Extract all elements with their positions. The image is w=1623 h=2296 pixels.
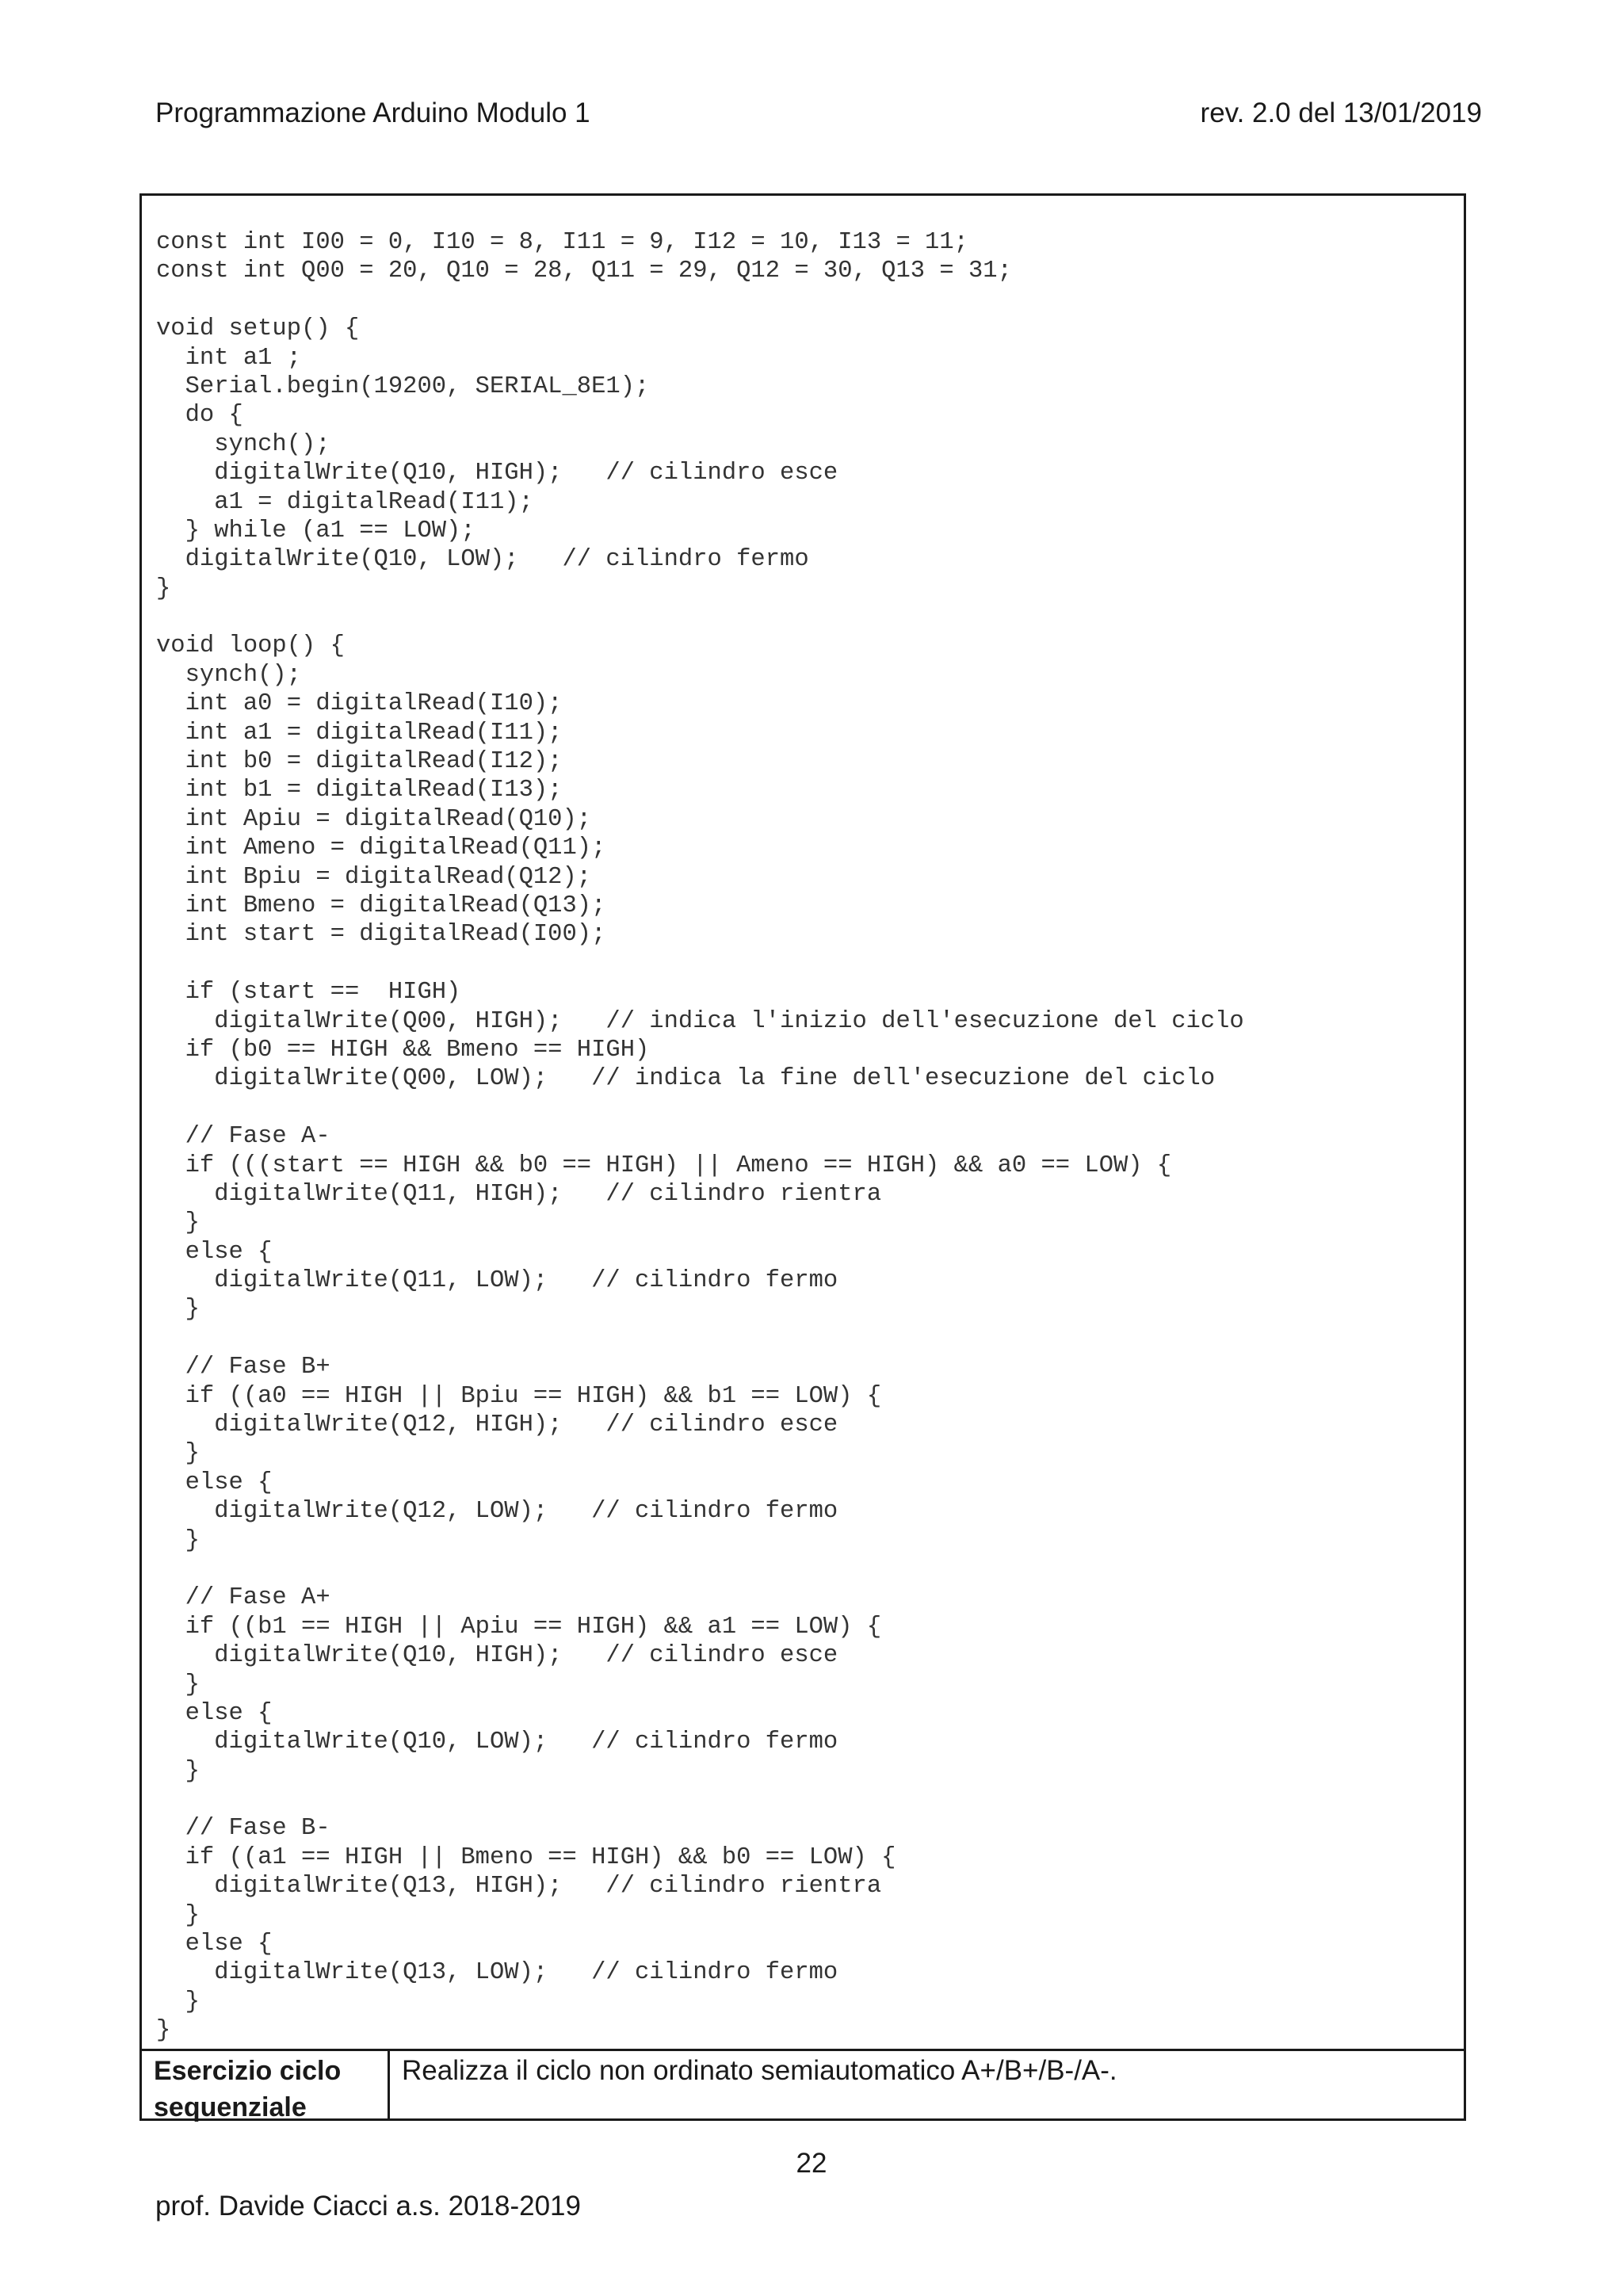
code-line: } — [156, 1757, 200, 1785]
code-line: if (start == HIGH) — [156, 979, 461, 1007]
code-line: else { — [156, 1238, 273, 1266]
code-line: digitalWrite(Q13, LOW); // cilindro fermo — [156, 1959, 838, 1987]
code-line — [156, 286, 1464, 315]
code-line: void setup() { — [156, 315, 360, 343]
code-line: int b0 = digitalRead(I12); — [156, 748, 563, 776]
code-line: int b1 = digitalRead(I13); — [156, 777, 563, 804]
code-line: else { — [156, 1469, 273, 1496]
code-line: a1 = digitalRead(I11); — [156, 488, 533, 516]
code-line — [156, 1555, 1464, 1584]
exercise-row — [142, 2049, 1464, 2122]
page-number: 22 — [796, 2148, 827, 2179]
code-line: digitalWrite(Q10, HIGH); // cilindro esce — [156, 1642, 838, 1670]
code-line: // Fase B+ — [156, 1354, 330, 1381]
code-line — [156, 603, 1464, 632]
code-line: int a1 ; — [156, 344, 302, 372]
code-line — [156, 1786, 1464, 1814]
code-line: // Fase A+ — [156, 1584, 330, 1612]
code-line: digitalWrite(Q10, LOW); // cilindro fermo — [156, 546, 809, 574]
code-line — [156, 949, 1464, 978]
code-line: synch(); — [156, 430, 330, 458]
exercise-description: Realizza il ciclo non ordinato semiautomatico A+/B+/B-/A-. — [402, 2055, 1117, 2086]
code-line: digitalWrite(Q13, HIGH); // cilindro rientra — [156, 1873, 882, 1901]
code-line: } — [156, 1671, 200, 1698]
code-line: void loop() { — [156, 632, 345, 660]
code-line: else { — [156, 1699, 273, 1727]
code-line: } — [156, 1526, 200, 1554]
code-line: digitalWrite(Q10, HIGH); // cilindro esce — [156, 460, 838, 487]
code-line: } while (a1 == LOW); — [156, 517, 475, 544]
code-line: digitalWrite(Q12, HIGH); // cilindro esce — [156, 1412, 838, 1439]
code-listing — [142, 196, 1464, 2049]
code-line: } — [156, 1296, 200, 1324]
code-line: } — [156, 1440, 200, 1468]
code-line: int Apiu = digitalRead(Q10); — [156, 805, 592, 833]
code-line: } — [156, 1209, 200, 1237]
header-revision: rev. 2.0 del 13/01/2019 — [1200, 97, 1482, 128]
code-line: digitalWrite(Q11, LOW); // cilindro fermo — [156, 1267, 838, 1295]
code-line: const int I00 = 0, I10 = 8, I11 = 9, I12 = 10, I13 = 11; — [156, 229, 968, 256]
code-line: } — [156, 575, 171, 602]
code-line: } — [156, 1901, 200, 1929]
code-table — [139, 193, 1466, 2121]
code-line: int a0 = digitalRead(I10); — [156, 690, 563, 718]
code-line: else { — [156, 1931, 273, 1958]
code-line: int Bmeno = digitalRead(Q13); — [156, 892, 606, 919]
code-line: if ((a0 == HIGH || Bpiu == HIGH) && b1 == LOW) { — [156, 1382, 882, 1410]
footer-author: prof. Davide Ciacci a.s. 2018-2019 — [155, 2191, 581, 2222]
exercise-label-line-2: sequenziale — [154, 2092, 307, 2122]
code-line — [156, 1094, 1464, 1122]
code-line: digitalWrite(Q00, HIGH); // indica l'inizio dell'esecuzione del ciclo — [156, 1007, 1244, 1035]
code-line: synch(); — [156, 661, 302, 689]
code-line: // Fase B- — [156, 1815, 330, 1843]
code-line: const int Q00 = 20, Q10 = 28, Q11 = 29, Q12 = 30, Q13 = 31; — [156, 258, 1012, 285]
code-line — [156, 1324, 1464, 1353]
exercise-label — [142, 2051, 390, 2122]
header-document-title: Programmazione Arduino Modulo 1 — [155, 97, 590, 128]
code-line: int Bpiu = digitalRead(Q12); — [156, 863, 592, 891]
code-line: digitalWrite(Q10, LOW); // cilindro fermo — [156, 1729, 838, 1756]
code-line: digitalWrite(Q11, HIGH); // cilindro rientra — [156, 1180, 882, 1208]
code-line: } — [156, 1988, 200, 2015]
code-line: } — [156, 2017, 171, 2045]
code-line: if ((a1 == HIGH || Bmeno == HIGH) && b0 == LOW) { — [156, 1843, 896, 1871]
code-line: int start = digitalRead(I00); — [156, 921, 606, 949]
code-line: int a1 = digitalRead(I11); — [156, 719, 563, 747]
code-line: int Ameno = digitalRead(Q11); — [156, 835, 606, 862]
code-line: digitalWrite(Q12, LOW); // cilindro fermo — [156, 1498, 838, 1526]
code-line: digitalWrite(Q00, LOW); // indica la fine dell'esecuzione del ciclo — [156, 1065, 1216, 1093]
code-line: do { — [156, 402, 243, 430]
exercise-label-line-1: Esercizio ciclo — [154, 2056, 342, 2086]
code-line: if ((b1 == HIGH || Apiu == HIGH) && a1 == LOW) { — [156, 1613, 882, 1641]
code-line: if (((start == HIGH && b0 == HIGH) || Ameno == HIGH) && a0 == LOW) { — [156, 1152, 1172, 1179]
code-line: if (b0 == HIGH && Bmeno == HIGH) — [156, 1036, 650, 1064]
code-line: Serial.begin(19200, SERIAL_8E1); — [156, 372, 650, 400]
code-line: // Fase A- — [156, 1123, 330, 1151]
